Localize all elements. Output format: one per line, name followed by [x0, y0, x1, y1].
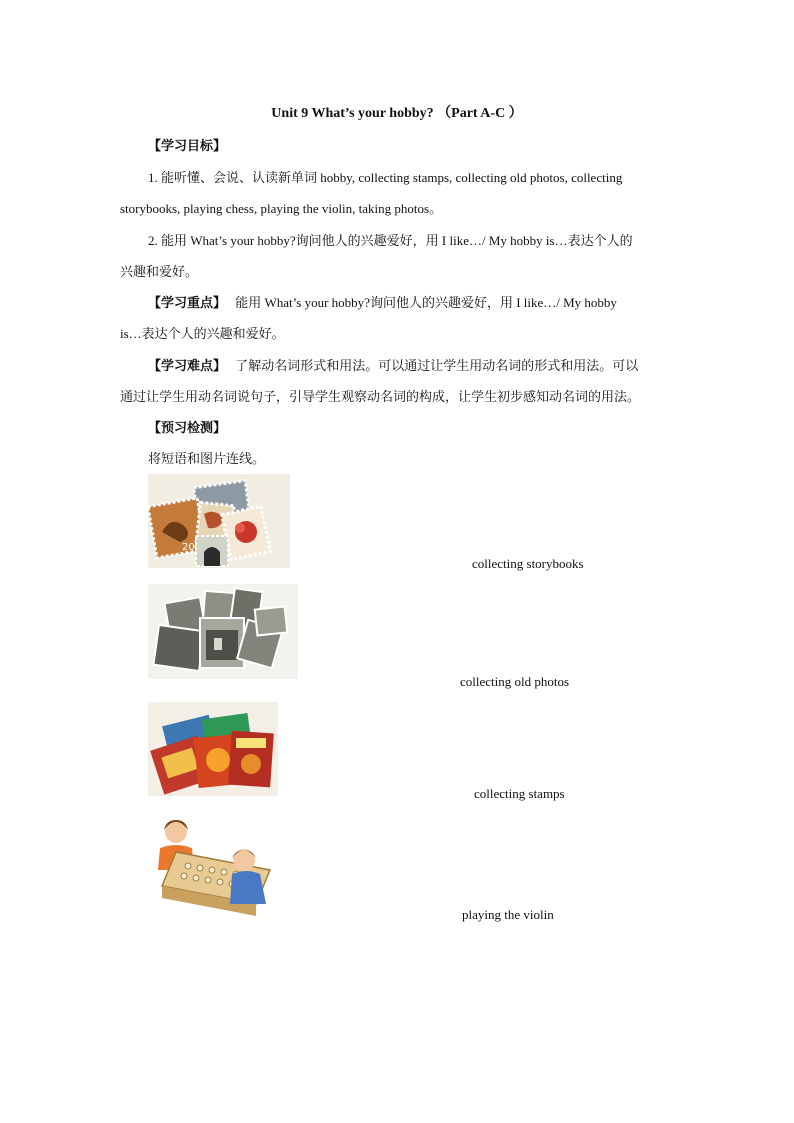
playing-chess-image	[148, 810, 288, 918]
phrase-collecting-storybooks: collecting storybooks	[472, 556, 584, 571]
key-points-heading: 【学习重点】	[148, 295, 227, 310]
difficulties-paragraph	[148, 355, 638, 374]
svg-text:20: 20	[182, 542, 195, 553]
objectives-heading: 【学习目标】	[148, 138, 227, 153]
objective-1-line-1: 1. 能听懂、会说、认读新单词 hobby, collecting stamps, collecting old photos, collecting	[148, 170, 623, 185]
objective-2-line-2: 兴趣和爱好。	[120, 264, 199, 279]
phrase-playing-the-violin: playing the violin	[462, 907, 554, 922]
stamps-image	[148, 474, 290, 568]
document-title: Unit 9 What’s your hobby? （Part A-C ）	[271, 106, 523, 121]
key-points-text-2: is…表达个人的兴趣和爱好。	[120, 326, 285, 341]
difficulties-heading: 【学习难点】	[148, 358, 227, 373]
difficulties-text-1: 了解动名词形式和用法。可以通过让学生用动名词的形式和用法。可以	[235, 358, 639, 373]
preview-instruction: 将短语和图片连线。	[148, 451, 266, 466]
objective-1-line-2: storybooks, playing chess, playing the violin, taking photos。	[120, 201, 443, 216]
difficulties-text-2: 通过让学生用动名词说句子，引导学生观察动名词的构成，让学生初步感知动名词的用法。	[120, 389, 641, 404]
key-points-text-1: 能用 What’s your hobby?询问他人的兴趣爱好，用 I like…/ My hobby	[235, 295, 617, 310]
preview-heading: 【预习检测】	[148, 420, 227, 435]
phrase-collecting-stamps: collecting stamps	[474, 786, 565, 801]
phrase-collecting-old-photos: collecting old photos	[460, 674, 570, 689]
key-points-paragraph	[148, 292, 617, 311]
objective-2-line-1: 2. 能用 What’s your hobby?询问他人的兴趣爱好，用 I like…/ My hobby is…表达个人的	[148, 233, 633, 248]
storybooks-image	[148, 702, 278, 796]
old-photos-image	[148, 584, 298, 679]
